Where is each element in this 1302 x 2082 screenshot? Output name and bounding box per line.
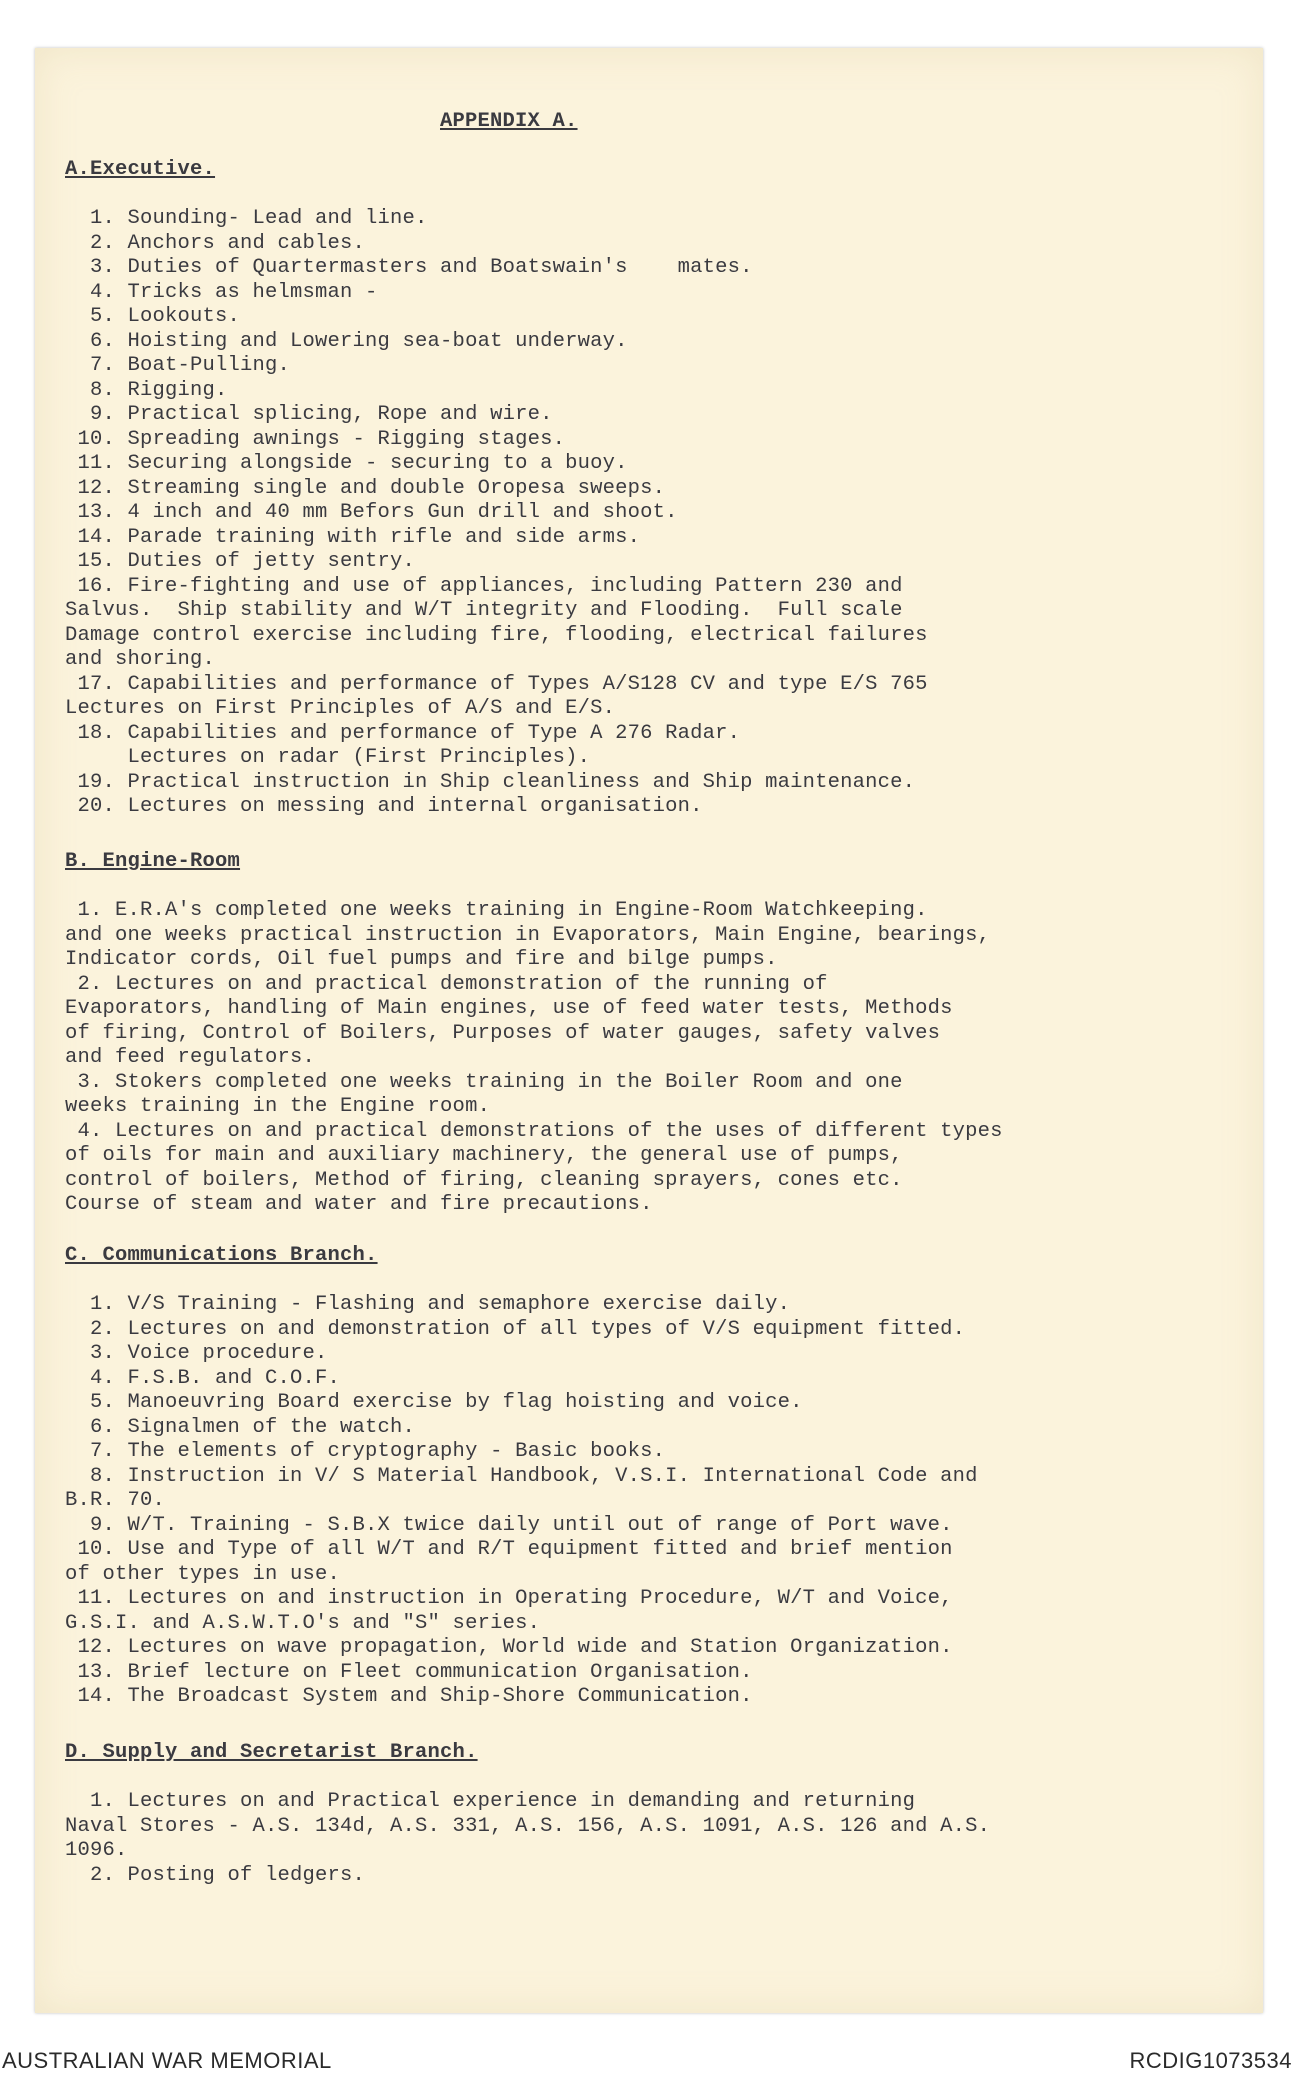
- list-line: 12. Lectures on wave propagation, World wide and Station Organization.: [65, 1636, 953, 1659]
- list-line: 1. E.R.A's completed one weeks training in Engine-Room Watchkeeping.: [65, 899, 928, 922]
- list-line: 14. The Broadcast System and Ship-Shore Communication.: [65, 1685, 753, 1708]
- list-line: 4. Lectures on and practical demonstrations of the uses of different types: [65, 1119, 1003, 1143]
- list-line: 9. W/T. Training - S.B.X twice daily until out of range of Port wave.: [65, 1513, 953, 1537]
- list-line: of firing, Control of Boilers, Purposes of water gauges, safety valves: [65, 1021, 941, 1045]
- list-line: 2. Lectures on and demonstration of all types of V/S equipment fitted.: [65, 1317, 966, 1341]
- list-line: Lectures on radar (First Principles).: [65, 746, 591, 769]
- list-line: 1. Lectures on and Practical experience in demanding and returning: [65, 1790, 916, 1813]
- list-line: 9. Practical splicing, Rope and wire.: [65, 403, 553, 426]
- list-line: 14. Parade training with rifle and side arms.: [65, 525, 641, 549]
- supply-list: [65, 1790, 1225, 1888]
- section-heading-engine-room: B. Engine-Room: [65, 850, 241, 873]
- list-line: 2. Lectures on and practical demonstration of the running of: [65, 972, 828, 996]
- list-line: 10. Spreading awnings - Rigging stages.: [65, 427, 566, 451]
- list-line: 3. Stokers completed one weeks training in the Boiler Room and one: [65, 1070, 903, 1094]
- list-line: of oils for main and auxiliary machinery, the general use of pumps,: [65, 1144, 903, 1167]
- list-line: 1096.: [65, 1839, 128, 1862]
- list-line: 6. Hoisting and Lowering sea-boat underway.: [65, 329, 628, 353]
- list-line: and one weeks practical instruction in Evaporators, Main Engine, bearings,: [65, 923, 991, 947]
- list-line: 3. Voice procedure.: [65, 1342, 328, 1365]
- list-line: 15. Duties of jetty sentry.: [65, 550, 416, 573]
- section-heading-supply: D. Supply and Secretarist Branch.: [65, 1741, 478, 1764]
- list-line: 4. F.S.B. and C.O.F.: [65, 1366, 341, 1390]
- list-line: G.S.I. and A.S.W.T.O's and "S" series.: [65, 1611, 541, 1635]
- list-line: 4. Tricks as helmsman -: [65, 280, 378, 304]
- list-line: 2. Anchors and cables.: [65, 231, 366, 255]
- list-line: Evaporators, handling of Main engines, use of feed water tests, Methods: [65, 997, 953, 1020]
- list-line: 18. Capabilities and performance of Type A 276 Radar.: [65, 721, 741, 745]
- list-line: 17. Capabilities and performance of Types A/S128 CV and type E/S 765: [65, 672, 928, 696]
- list-line: 5. Manoeuvring Board exercise by flag hoisting and voice.: [65, 1391, 803, 1414]
- communications-list: [65, 1293, 1225, 1710]
- list-line: 13. 4 inch and 40 mm Befors Gun drill and shoot.: [65, 501, 678, 524]
- list-line: control of boilers, Method of firing, cleaning sprayers, cones etc.: [65, 1168, 903, 1192]
- list-line: Naval Stores - A.S. 134d, A.S. 331, A.S. 156, A.S. 1091, A.S. 126 and A.S.: [65, 1814, 991, 1838]
- list-line: 1. V/S Training - Flashing and semaphore exercise daily.: [65, 1293, 791, 1316]
- list-line: of other types in use.: [65, 1562, 341, 1586]
- list-line: Indicator cords, Oil fuel pumps and fire and bilge pumps.: [65, 948, 778, 971]
- list-line: 6. Signalmen of the watch.: [65, 1415, 416, 1439]
- list-line: 5. Lookouts.: [65, 305, 241, 328]
- footer-id: RCDIG1073534: [1129, 2048, 1292, 2073]
- list-line: Course of steam and water and fire precautions.: [65, 1193, 653, 1216]
- engine-room-list: [65, 899, 1225, 1218]
- list-line: 11. Lectures on and instruction in Operating Procedure, W/T and Voice,: [65, 1587, 953, 1610]
- list-line: 20. Lectures on messing and internal organisation.: [65, 795, 703, 818]
- list-line: and shoring.: [65, 648, 216, 671]
- executive-list: [65, 207, 1225, 820]
- document-page: [35, 48, 1263, 2013]
- list-line: Salvus. Ship stability and W/T integrity and Flooding. Full scale: [65, 599, 903, 622]
- appendix-title: APPENDIX A.: [440, 110, 578, 133]
- list-line: 7. Boat-Pulling.: [65, 354, 291, 377]
- list-line: 8. Instruction in V/ S Material Handbook, V.S.I. International Code and: [65, 1464, 978, 1488]
- list-line: 3. Duties of Quartermasters and Boatswain's mates.: [65, 256, 753, 279]
- document-body: [35, 48, 1263, 2013]
- list-line: 11. Securing alongside - securing to a buoy.: [65, 452, 628, 475]
- list-line: and feed regulators.: [65, 1046, 316, 1069]
- list-line: 19. Practical instruction in Ship cleanliness and Ship maintenance.: [65, 770, 916, 794]
- list-line: 2. Posting of ledgers.: [65, 1863, 366, 1887]
- list-line: 12. Streaming single and double Oropesa sweeps.: [65, 476, 666, 500]
- list-line: Lectures on First Principles of A/S and E/S.: [65, 697, 616, 720]
- section-heading-executive: A.Executive.: [65, 158, 216, 181]
- list-line: weeks training in the Engine room.: [65, 1095, 491, 1118]
- section-heading-communications: C. Communications Branch.: [65, 1244, 378, 1267]
- list-line: 7. The elements of cryptography - Basic books.: [65, 1440, 666, 1463]
- list-line: 8. Rigging.: [65, 378, 228, 402]
- list-line: 1. Sounding- Lead and line.: [65, 207, 428, 230]
- list-line: Damage control exercise including fire, flooding, electrical failures: [65, 623, 928, 647]
- list-line: B.R. 70.: [65, 1489, 166, 1512]
- list-line: 16. Fire-fighting and use of appliances, including Pattern 230 and: [65, 574, 903, 598]
- footer-credit: AUSTRALIAN WAR MEMORIAL: [2, 2048, 332, 2073]
- list-line: 10. Use and Type of all W/T and R/T equipment fitted and brief mention: [65, 1538, 953, 1561]
- list-line: 13. Brief lecture on Fleet communication Organisation.: [65, 1660, 753, 1684]
